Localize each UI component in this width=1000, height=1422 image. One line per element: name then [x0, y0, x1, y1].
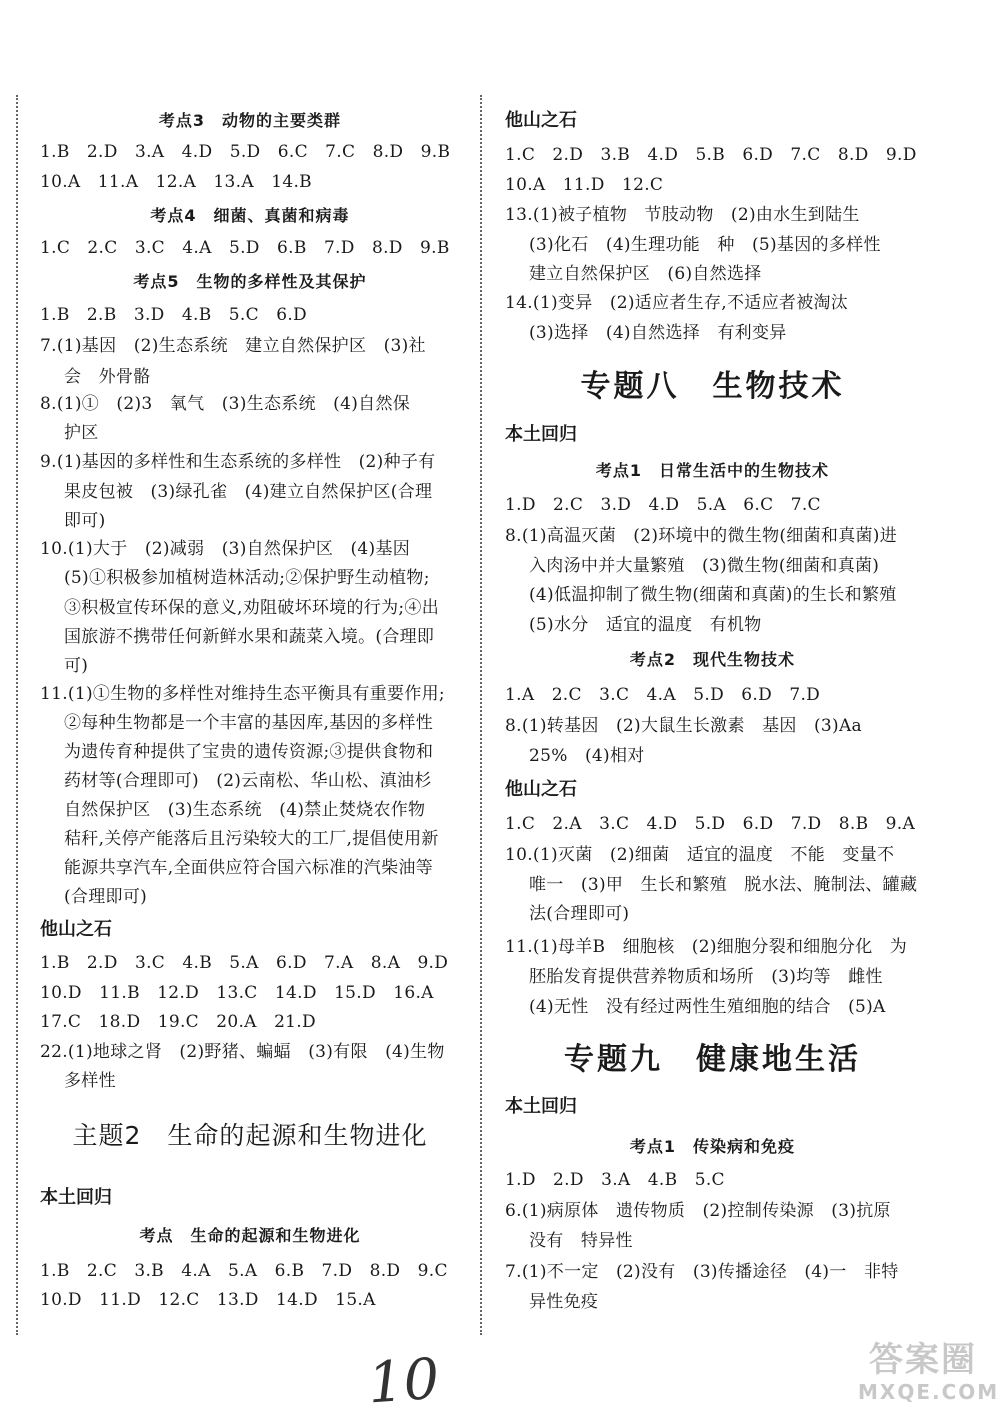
- answer-line: 多样性: [64, 1071, 116, 1091]
- answer-line: 可): [64, 656, 89, 676]
- watermark-logo: [858, 1340, 1000, 1410]
- answer-line: (3)化石 (4)生理功能 种 (5)基因的多样性: [529, 235, 881, 255]
- answer-line: 1.A 2.C 3.C 4.A 5.D 6.D 7.D: [505, 685, 821, 705]
- answer-line: 25% (4)相对: [529, 746, 645, 766]
- watermark-site-text: MXQE.COM: [858, 1380, 1000, 1404]
- section-heading: 考点2 现代生物技术: [629, 650, 796, 669]
- answer-line: 10.D 11.D 12.C 13.D 14.D 15.A: [40, 1290, 376, 1310]
- section-heading: 考点 生命的起源和生物进化: [139, 1226, 361, 1245]
- answer-line: 护区: [64, 423, 99, 443]
- answer-line: 1.C 2.A 3.C 4.D 5.D 6.D 7.D 8.B 9.A: [505, 814, 916, 834]
- section-heading: 他山之石: [40, 919, 112, 940]
- left-margin-divider: [16, 95, 18, 1335]
- answer-line: 7.(1)基因 (2)生态系统 建立自然保护区 (3)社: [40, 336, 426, 356]
- topic-title: 专题八 生物技术: [580, 369, 845, 404]
- left-column: [40, 0, 460, 1422]
- answer-line: 9.(1)基因的多样性和生态系统的多样性 (2)种子有: [40, 452, 436, 472]
- answer-line: 8.(1)转基因 (2)大鼠生长激素 基因 (3)Aa: [505, 716, 862, 736]
- answer-line: 1.B 2.B 3.D 4.B 5.C 6.D: [40, 305, 307, 325]
- section-heading: 本土回归: [40, 1187, 112, 1208]
- answer-line: (5)水分 适宜的温度 有机物: [529, 615, 762, 635]
- answer-line: 1.B 2.D 3.C 4.B 5.A 6.D 7.A 8.A 9.D: [40, 953, 449, 973]
- column-divider: [480, 95, 482, 1335]
- answer-line: 10.(1)大于 (2)减弱 (3)自然保护区 (4)基因: [40, 539, 411, 559]
- section-heading: 他山之石: [505, 110, 577, 131]
- answer-line: 1.D 2.C 3.D 4.D 5.A 6.C 7.C: [505, 495, 821, 515]
- answer-line: 法(合理即可): [529, 904, 630, 924]
- answer-line: 药材等(合理即可) (2)云南松、华山松、滇油杉: [64, 771, 432, 791]
- answer-line: (4)低温抑制了微生物(细菌和真菌)的生长和繁殖: [529, 585, 897, 605]
- answer-line: 胚胎发育提供营养物质和场所 (3)均等 雌性: [529, 967, 883, 987]
- answer-line: 8.(1)① (2)3 氧气 (3)生态系统 (4)自然保: [40, 394, 411, 414]
- answer-line: ②每种生物都是一个丰富的基因库,基因的多样性: [64, 713, 434, 733]
- answer-line: 会 外骨骼: [64, 367, 151, 387]
- section-heading: 他山之石: [505, 779, 577, 800]
- answer-line: 为遗传育种提供了宝贵的遗传资源;③提供食物和: [64, 742, 434, 762]
- answer-line: 10.(1)灭菌 (2)细菌 适宜的温度 不能 变量不: [505, 845, 895, 865]
- answer-line: 秸秆,关停产能落后且污染较大的工厂,提倡使用新: [64, 829, 439, 849]
- answer-line: 1.D 2.D 3.A 4.B 5.C: [505, 1170, 725, 1190]
- topic-title: 专题九 健康地生活: [564, 1042, 861, 1077]
- answer-line: ③积极宣传环保的意义,劝阻破坏环境的行为;④出: [64, 598, 440, 618]
- answer-line: 10.A 11.A 12.A 13.A 14.B: [40, 172, 312, 192]
- section-heading: 本土回归: [505, 1096, 577, 1117]
- section-heading: 考点1 日常生活中的生物技术: [595, 461, 830, 480]
- answer-line: 11.(1)母羊B 细胞核 (2)细胞分裂和细胞分化 为: [505, 937, 908, 957]
- answer-line: 22.(1)地球之肾 (2)野猪、蝙蝠 (3)有限 (4)生物: [40, 1042, 445, 1062]
- answer-line: 1.B 2.C 3.B 4.A 5.A 6.B 7.D 8.D 9.C: [40, 1261, 448, 1281]
- section-heading: 考点5 生物的多样性及其保护: [133, 272, 367, 291]
- answer-line: 建立自然保护区 (6)自然选择: [529, 264, 762, 284]
- section-heading: 考点4 细菌、真菌和病毒: [150, 206, 350, 225]
- answer-line: 6.(1)病原体 遗传物质 (2)控制传染源 (3)抗原: [505, 1201, 891, 1221]
- watermark-logo-text: 答案圈: [869, 1340, 977, 1380]
- answer-line: 11.(1)①生物的多样性对维持生态平衡具有重要作用;: [40, 684, 445, 704]
- answer-line: 入肉汤中并大量繁殖 (3)微生物(细菌和真菌): [529, 556, 880, 576]
- answer-line: 果皮包被 (3)绿孔雀 (4)建立自然保护区(合理: [64, 482, 433, 502]
- answer-line: 1.B 2.D 3.A 4.D 5.D 6.C 7.C 8.D 9.B: [40, 142, 451, 162]
- answer-line: 1.C 2.C 3.C 4.A 5.D 6.B 7.D 8.D 9.B: [40, 238, 450, 258]
- answer-line: 8.(1)高温灭菌 (2)环境中的微生物(细菌和真菌)进: [505, 526, 898, 546]
- right-column: [505, 0, 920, 1422]
- answer-line: 能源共享汽车,全面供应符合国六标准的汽柴油等: [64, 858, 434, 878]
- answer-line: 17.C 18.D 19.C 20.A 21.D: [40, 1012, 316, 1032]
- answer-line: 7.(1)不一定 (2)没有 (3)传播途径 (4)一 非特: [505, 1262, 899, 1282]
- answer-line: 即可): [64, 511, 106, 531]
- answer-line: (5)①积极参加植树造林活动;②保护野生动植物;: [64, 568, 430, 588]
- answer-line: 自然保护区 (3)生态系统 (4)禁止焚烧农作物: [64, 800, 426, 820]
- answer-line: 国旅游不携带任何新鲜水果和蔬菜入境。(合理即: [64, 627, 435, 647]
- answer-line: (合理即可): [64, 887, 148, 907]
- section-heading: 考点1 传染病和免疫: [629, 1137, 796, 1156]
- section-heading: 考点3 动物的主要类群: [158, 111, 342, 130]
- answer-line: 异性免疫: [529, 1292, 599, 1312]
- answer-line: (3)选择 (4)自然选择 有利变异: [529, 323, 787, 343]
- answer-line: 10.D 11.B 12.D 13.C 14.D 15.D 16.A: [40, 983, 434, 1003]
- answer-line: 没有 特异性: [529, 1231, 633, 1251]
- answer-line: 13.(1)被子植物 节肢动物 (2)由水生到陆生: [505, 205, 860, 225]
- answer-line: (4)无性 没有经过两性生殖细胞的结合 (5)A: [529, 997, 886, 1017]
- theme-title: 主题2 生命的起源和生物进化: [72, 1121, 428, 1150]
- answer-line: 1.C 2.D 3.B 4.D 5.B 6.D 7.C 8.D 9.D: [505, 145, 917, 165]
- answer-line: 唯一 (3)甲 生长和繁殖 脱水法、腌制法、罐藏: [529, 875, 918, 895]
- answer-line: 10.A 11.D 12.C: [505, 175, 664, 195]
- answer-line: 14.(1)变异 (2)适应者生存,不适应者被淘汰: [505, 293, 849, 313]
- section-heading: 本土回归: [505, 424, 577, 445]
- handwritten-page-number: 10: [365, 1346, 442, 1417]
